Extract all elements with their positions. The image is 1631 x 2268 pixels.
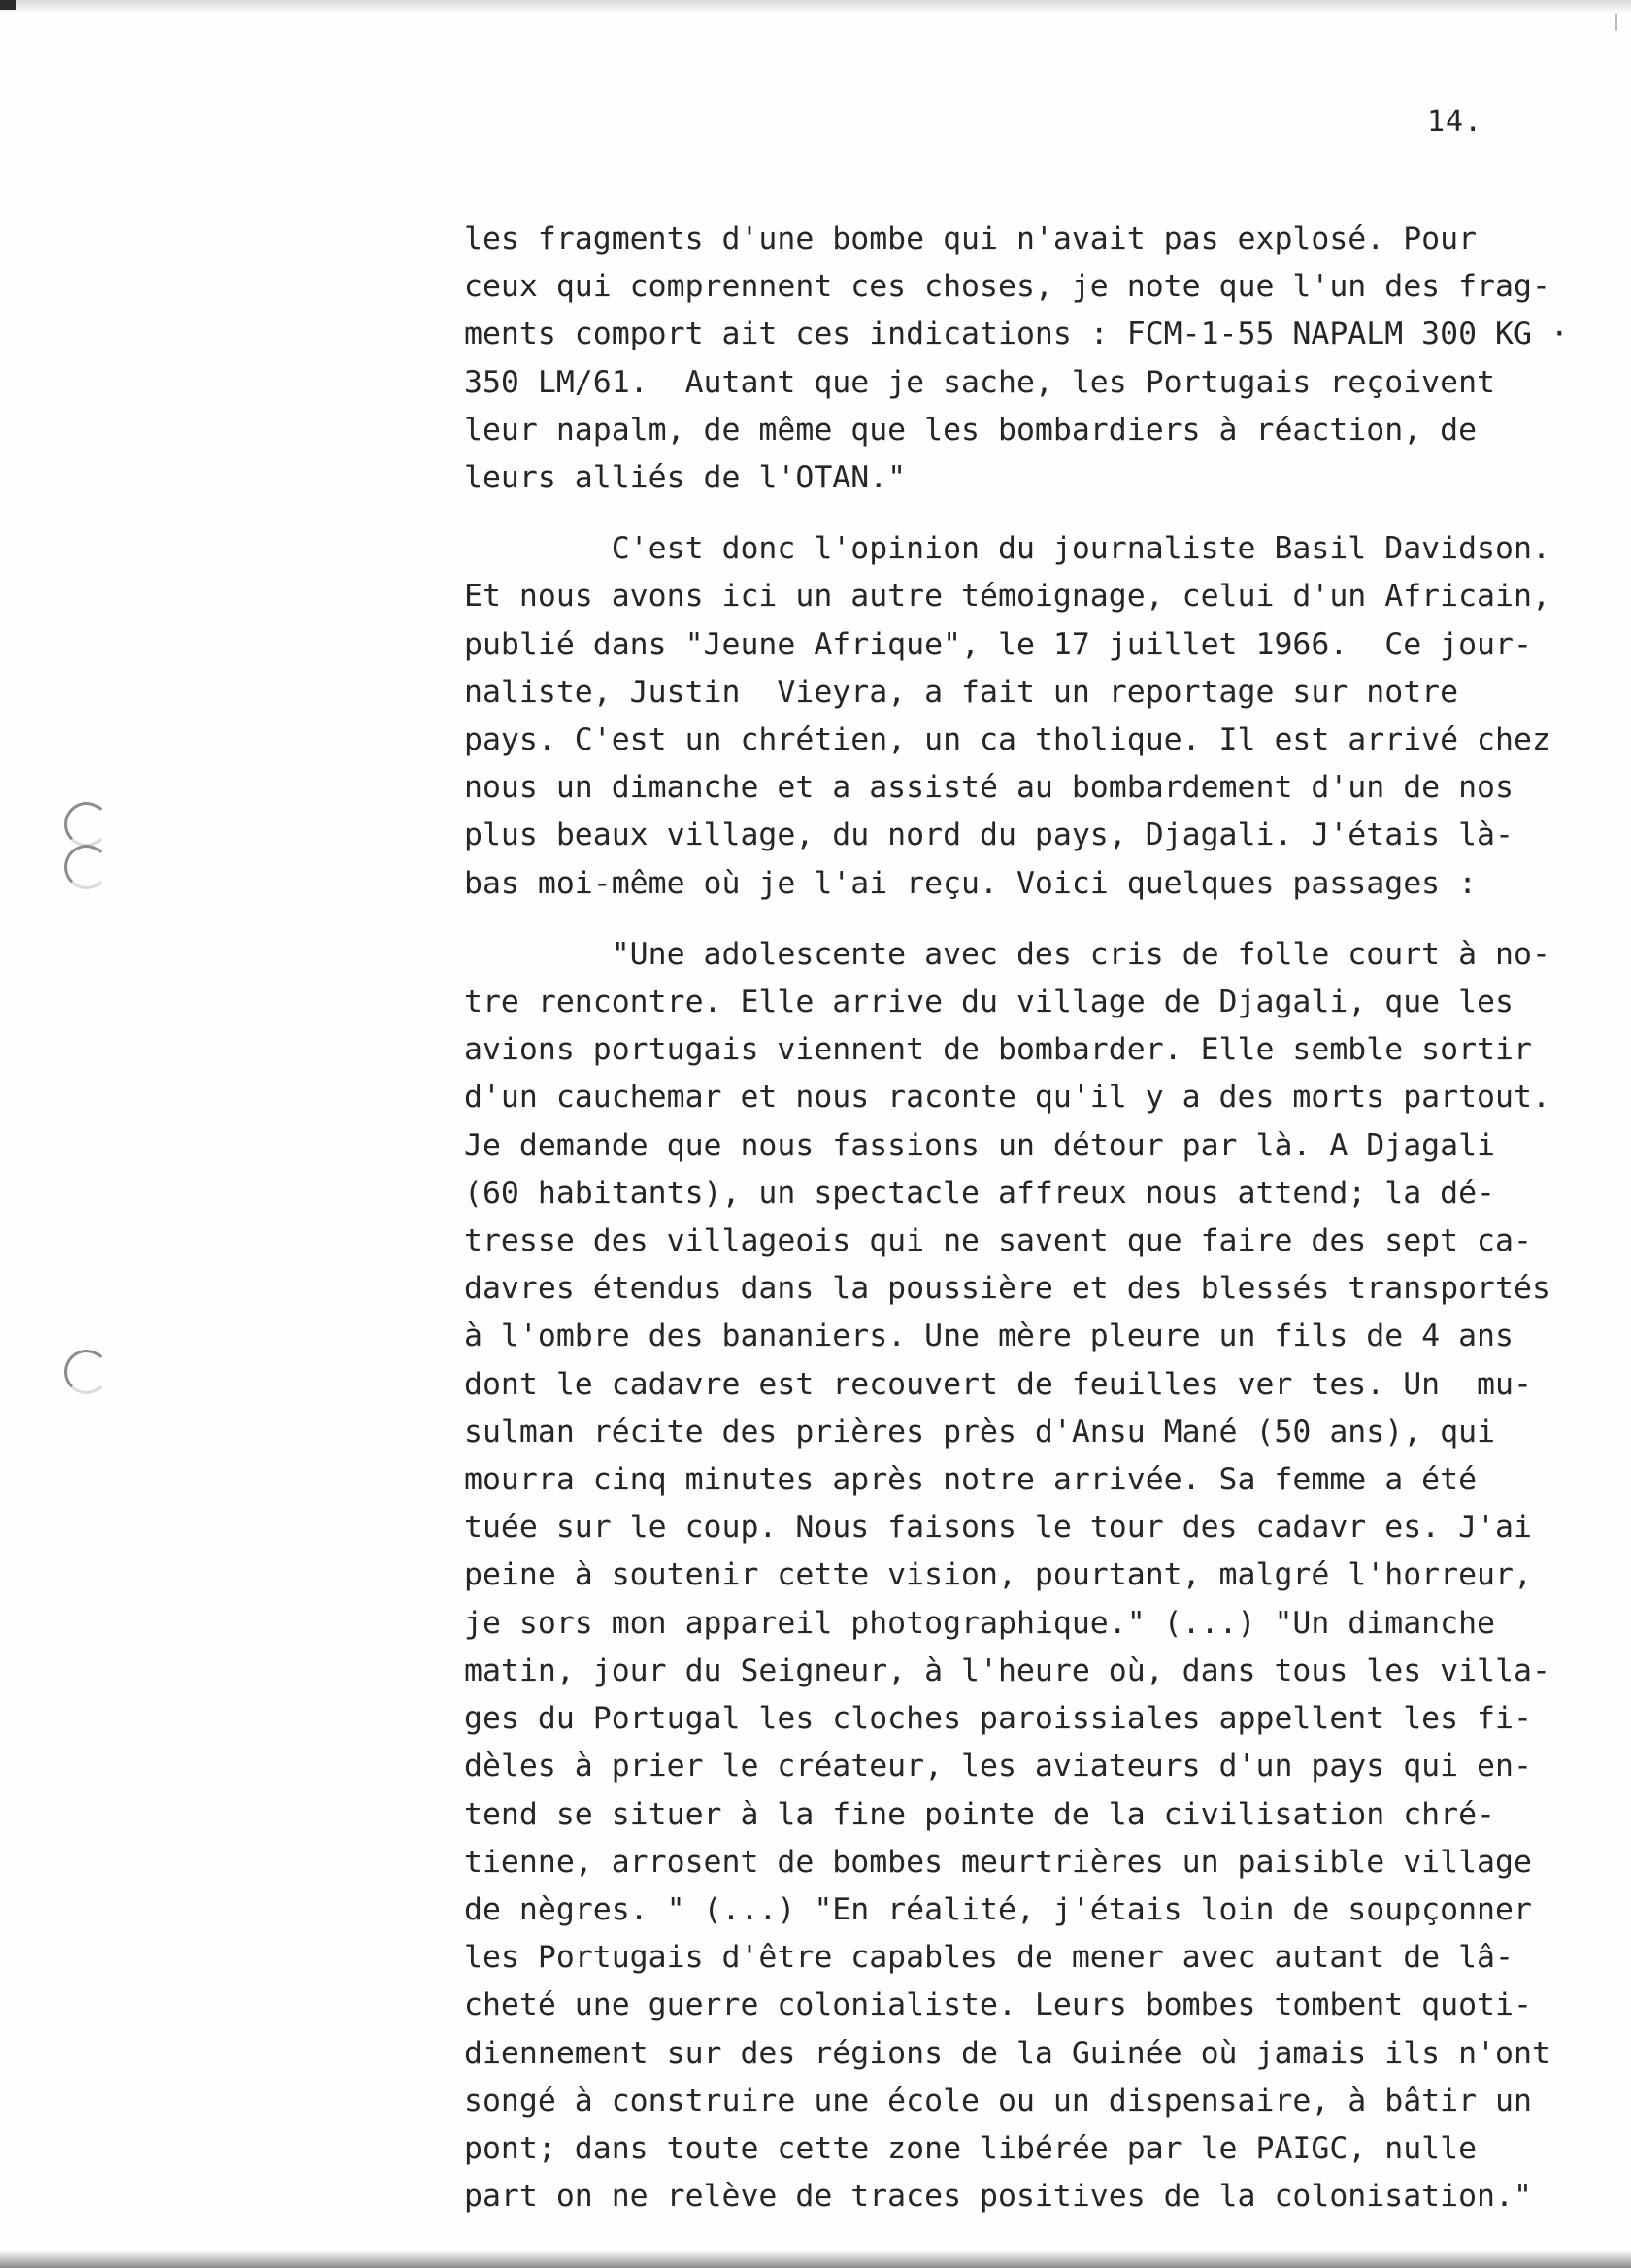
text-line: matin, jour du Seigneur, à l'heure où, dans tous les villa- [464,1652,1550,1688]
text-line: je sors mon appareil photographique." (...) "Un dimanche [464,1605,1496,1641]
text-line: de nègres. " (...) "En réalité, j'étais loin de soupçonner [464,1891,1532,1927]
scan-top-edge [0,0,1631,14]
paragraph-gap [464,908,1629,931]
text-line: publié dans "Jeune Afrique", le 17 juillet 1966. Ce jour- [464,626,1532,662]
text-line: ments comport ait ces indications : FCM-1-55 NAPALM 300 KG · [464,317,1569,352]
text-line: pont; dans toute cette zone libérée par le PAIGC, nulle [464,2130,1478,2166]
scan-corner-mark [0,0,16,10]
text-line: "Une adolescente avec des cris de folle court à no- [464,936,1550,972]
text-line: tuée sur le coup. Nous faisons le tour des cadavr es. J'ai [464,1510,1532,1546]
text-line: C'est donc l'opinion du journaliste Basil Davidson. [464,531,1550,567]
text-line: leurs alliés de l'OTAN." [464,460,907,496]
punch-hole-icon [64,1350,109,1394]
punch-hole-icon [64,802,109,847]
text-line: les fragments d'une bombe qui n'avait pas explosé. Pour [464,221,1478,256]
body-text [464,216,1629,2220]
paragraph-gap [464,502,1629,525]
text-line: davres étendus dans la poussière et des blessés transportés [464,1271,1550,1307]
text-line: mourra cinq minutes après notre arrivée. Sa femme a été [464,1462,1478,1498]
text-line: ges du Portugal les cloches paroissiales appellent les fi- [464,1701,1532,1737]
text-line: leur napalm, de même que les bombardiers à réaction, de [464,412,1478,448]
text-line: bas moi-même où je l'ai reçu. Voici quelques passages : [464,865,1478,901]
text-line: diennement sur des régions de la Guinée où jamais ils n'ont [464,2035,1550,2071]
text-line: tend se situer à la fine pointe de la civilisation chré- [464,1796,1496,1832]
text-line: tre rencontre. Elle arrive du village de Djagali, que les [464,984,1514,1020]
text-line: cheté une guerre colonialiste. Leurs bombes tombent quoti- [464,1987,1532,2023]
text-line: nous un dimanche et a assisté au bombardement d'un de nos [464,770,1514,806]
text-line: d'un cauchemar et nous raconte qu'il y a des morts partout. [464,1080,1550,1116]
text-line: tresse des villageois qui ne savent que faire des sept ca- [464,1223,1532,1259]
text-line: 350 LM/61. Autant que je sache, les Portugais reçoivent [464,364,1496,400]
text-line: ceux qui comprennent ces choses, je note que l'un des frag- [464,269,1550,305]
text-line: sulman récite des prières près d'Ansu Mané (50 ans), qui [464,1414,1496,1450]
page-number: 14. [1427,105,1483,139]
text-line: avions portugais viennent de bombarder. Elle semble sortir [464,1032,1532,1068]
text-line: (60 habitants), un spectacle affreux nous attend; la dé- [464,1175,1496,1211]
text-line: plus beaux village, du nord du pays, Djagali. J'étais là- [464,817,1514,853]
text-line: les Portugais d'être capables de mener avec autant de lâ- [464,1940,1514,1976]
text-line: tienne, arrosent de bombes meurtrières un paisible village [464,1844,1532,1880]
scan-edge-tick [1615,14,1617,31]
text-line: naliste, Justin Vieyra, a fait un reportage sur notre [464,674,1459,710]
text-line: à l'ombre des bananiers. Une mère pleure un fils de 4 ans [464,1318,1514,1354]
text-line: peine à soutenir cette vision, pourtant, malgré l'horreur, [464,1557,1532,1593]
text-line: dont le cadavre est recouvert de feuilles ver tes. Un mu- [464,1366,1532,1402]
text-line: Je demande que nous fassions un détour par là. A Djagali [464,1127,1496,1163]
scan-bottom-edge [0,2251,1631,2268]
punch-hole-icon [64,845,109,889]
text-line: pays. C'est un chrétien, un ca tholique. Il est arrivé chez [464,722,1550,758]
text-line: songé à construire une école ou un dispensaire, à bâtir un [464,2083,1532,2118]
text-line: part on ne relève de traces positives de la colonisation." [464,2179,1532,2215]
text-line: Et nous avons ici un autre témoignage, celui d'un Africain, [464,579,1550,615]
text-line: dèles à prier le créateur, les aviateurs d'un pays qui en- [464,1749,1532,1784]
